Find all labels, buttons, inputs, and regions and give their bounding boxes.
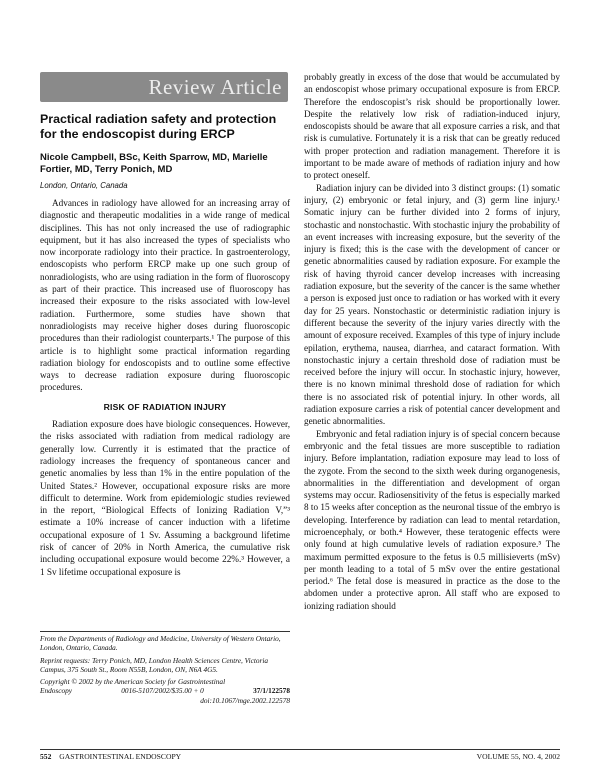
author-location: London, Ontario, Canada (40, 181, 128, 190)
article-title: Practical radiation safety and protection for the endoscopist during ERCP (40, 112, 277, 141)
page-number: 552 (40, 752, 52, 761)
review-article-banner (40, 72, 288, 102)
affiliation-note: From the Departments of Radiology and Medicine, University of Western Ontario, London, Ontario, Canada. (40, 634, 281, 653)
page-footer (40, 752, 560, 761)
footnote-divider (40, 631, 290, 632)
journal-codes-row (40, 686, 290, 695)
injury-groups-paragraph: Radiation injury can be divided into 3 distinct groups: (1) somatic injury, (2) embryonic or fetal injury, and (3) germ line injury.¹ Somatic injury can be further divided into 2 forms of injury, stochastic and nonstochastic. With stochastic injury the probability of an event increases with increasing exposure, but the severity of the injury is fixed; this is the case with the development of cancer or genetic abnormalities caused by radiation exposure. For example the risk of having thyroid cancer develop increases with increasing radiation exposure, but the severity of the cancer is the same whether a person is exposed just once to radiation or has worked with it every day for 25 years. Nonstochastic or deterministic radiation injury is different because the severity of the injury varies directly with the amount of exposure received. Examples of this type of injury include epilation, erythema, nausea, diarrhea, and cataract formation. With nonstochastic injury a certain threshold dose of radiation must be received before the injury will occur. In stochastic injury, however, there is no known minimal threshold dose of radiation for which there is no associated risk of potential injury. In other words, all radiation exposure carries a risk of potential cancer development and genetic abnormalities. (304, 182, 560, 427)
journal-title: GASTROINTESTINAL ENDOSCOPY (59, 752, 182, 761)
left-column (40, 197, 290, 578)
right-column (304, 71, 560, 612)
footer-divider (40, 749, 560, 750)
issn-note: 0016-5107/2002/$35.00 + 0 (121, 686, 204, 696)
reprint-note: Reprint requests: Terry Ponich, MD, London Health Sciences Centre, Victoria Campus, 375 South St., Room N55B, London, ON, N6A 4G5. (40, 655, 269, 674)
doi-note: doi:10.1067/mge.2002.122578 (200, 695, 290, 705)
volume-info: VOLUME 55, NO. 4, 2002 (476, 752, 560, 761)
footnotes (40, 634, 290, 705)
journal-name-note: Endoscopy (40, 686, 73, 696)
banner-label: Review Article (148, 75, 282, 99)
risk-paragraph: Radiation exposure does have biologic consequences. However, the risks associated with radiation from medical radiology are generally low. Currently it is estimated that the practice of radiology increases the frequency of spontaneous cancer and genetic anomalies by less than 1% in the entire population of the United States.² However, occupational exposure risks are more difficult to determine. Work from epidemiologic studies reviewed in the report, “Biological Effects of Ionizing Radiation V,”³ estimate a 10% increase of cancer induction with a lifetime occupational exposure of 1 Sv. Assuming a background lifetime risk of cancer of 20% in North America, the cumulative risk including occupational exposure would become 22%.³ However, a 1 Sv lifetime occupational exposure is (40, 419, 290, 577)
article-code: 37/1/122578 (253, 686, 290, 696)
continued-paragraph: probably greatly in excess of the dose that would be accumulated by an endoscopist whose primary occupational exposure is from ERCP. Therefore the endoscopist’s risk should be proportionally lower. Despite the relatively low risk of radiation-induced injury, endoscopists should be aware that all exposure carries a risk, and that risk is cumulative. Fortunately it is a risk that can be greatly reduced with proper protection and radiation management. Therefore it is important to be made aware of methods of radiation injury and how to protect oneself. (304, 72, 560, 181)
copyright-note: Copyright © 2002 by the American Society for Gastrointestinal (40, 677, 226, 687)
article-authors: Nicole Campbell, BSc, Keith Sparrow, MD, Marielle Fortier, MD, Terry Ponich, MD (40, 152, 268, 175)
section-heading: RISK OF RADIATION INJURY (103, 401, 227, 412)
fetal-injury-paragraph: Embryonic and fetal radiation injury is of special concern because embryonic and the fetal tissues are more susceptible to radiation injury. Before implantation, radiation exposure may lead to loss of the zygote. From the second to the sixth week during organogenesis, abnormalities in the differentiation and development of organ systems may occur. Radiosensitivity of the fetus is especially marked 8 to 15 weeks after conception as the neuronal tissue of the embryo is developing. Interference by radiation can lead to mental retardation, microencephaly, or both.⁴ However, these teratogenic effects were only found at high cumulative levels of radiation exposure.⁵ The maximum permitted exposure to the fetus is 0.5 millisieverts (mSv) per month leading to a total of 5 mSv over the entire gestational period.⁶ The fetal dose is measured in practice as the dose to the abdomen under a protective apron. All staff who are exposed to ionizing radiation should (304, 428, 560, 611)
intro-paragraph: Advances in radiology have allowed for an increasing array of diagnostic and therapeutic modalities in a wide range of medical disciplines. This has not only increased the use of radiographic equipment, but it has also increased the types of specialists who now incorporate radiology into their practice. In gastroenterology, endoscopists who perform ERCP make up one such group of nonradiologists, who are using radiation in the form of fluoroscopy as part of their practice. This increased use of fluoroscopy has increased their exposure to the risks associated with low-level radiation. Furthermore, some studies have shown that nonradiologists may receive higher doses during fluoroscopic procedures than their radiologist counterparts.¹ The purpose of this article is to highlight some practical information regarding radiation biology for endoscopists and to outline some effective ways to decrease radiation exposure during fluoroscopic procedures. (40, 198, 290, 393)
